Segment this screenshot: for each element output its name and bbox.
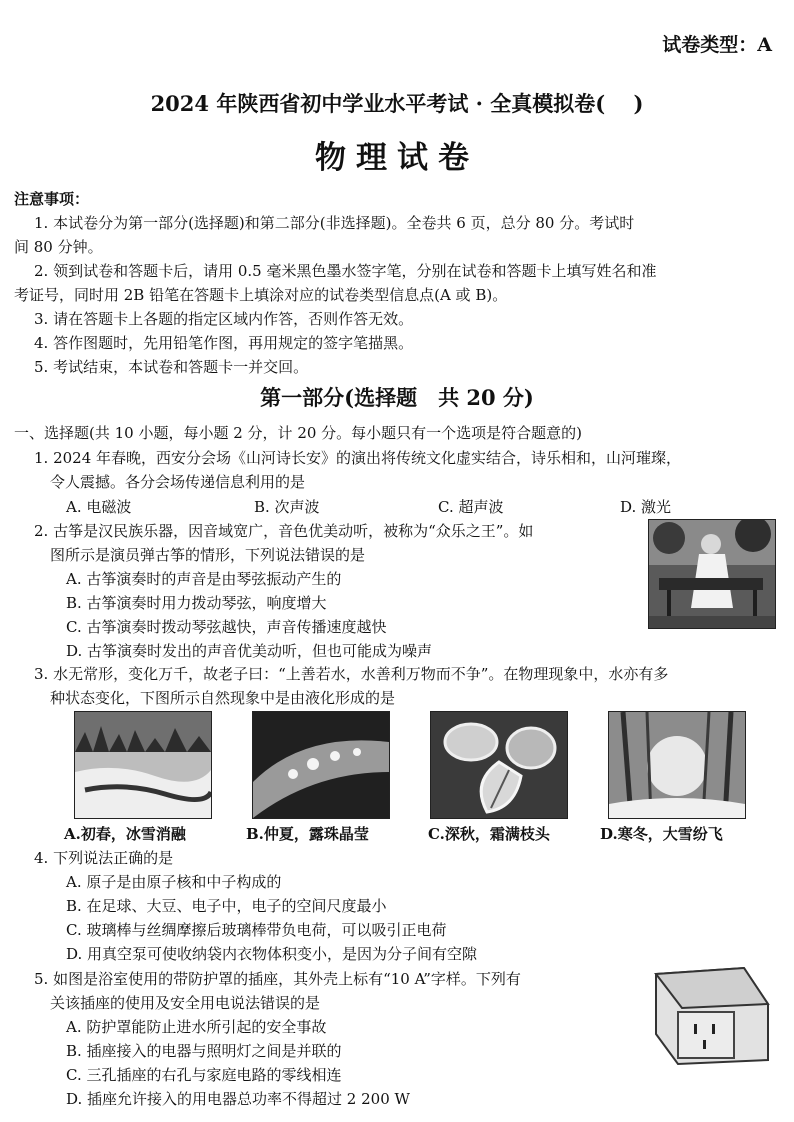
question-1-option-a: A. 电磁波 (66, 498, 132, 516)
question-3-caption-c: C.深秋，霜满枝头 (428, 825, 550, 843)
question-5-option-b: B. 插座接入的电器与照明灯之间是并联的 (66, 1042, 342, 1060)
note-line: 1. 本试卷分为第一部分(选择题)和第二部分(非选择题)。全卷共 6 页，总分 80 分。考试时 (34, 214, 635, 232)
question-1-stem: 1. 2024 年春晚，西安分会场《山河诗长安》的演出将传统文化虚实结合，诗乐相和，山河璀璨， (34, 449, 682, 467)
subject-title: 物理试卷 (315, 140, 479, 176)
question-5-option-c: C. 三孔插座的右孔与家庭电路的零线相连 (66, 1066, 342, 1084)
question-2-option-c: C. 古筝演奏时拨动琴弦越快，声音传播速度越快 (66, 618, 387, 636)
question-2-stem: 2. 古筝是汉民族乐器，因音域宽广，音色优美动听，被称为“众乐之王”。如 (34, 522, 534, 540)
question-3-stem: 种状态变化，下图所示自然现象中是由液化形成的是 (50, 689, 396, 707)
snowfall-forest-photo (608, 711, 746, 819)
part-title: 第一部分(选择题 共 20 分) (260, 385, 534, 410)
question-1-option-c: C. 超声波 (438, 498, 504, 516)
question-5-option-d: D. 插座允许接入的用电器总功率不得超过 2 200 W (66, 1090, 410, 1108)
question-1-option-d: D. 激光 (620, 498, 672, 516)
note-line: 间 80 分钟。 (14, 238, 103, 256)
question-4-option-a: A. 原子是由原子核和中子构成的 (66, 873, 282, 891)
note-line: 考证号，同时用 2B 铅笔在答题卡上填涂对应的试卷类型信息点(A 或 B)。 (14, 286, 508, 304)
notes-heading: 注意事项： (14, 190, 90, 208)
question-3-caption-d: D.寒冬，大雪纷飞 (600, 825, 723, 843)
question-1-option-b: B. 次声波 (254, 498, 320, 516)
question-1-stem: 令人震撼。各分会场传递信息利用的是 (50, 473, 306, 491)
note-line: 4. 答作图题时，先用铅笔作图，再用规定的签字笔描黑。 (34, 334, 414, 352)
paper-type-label: 试卷类型：A (662, 34, 772, 56)
section-title: 一、选择题(共 10 小题，每小题 2 分，计 20 分。每小题只有一个选项是符合题意的) (14, 424, 583, 442)
note-line: 2. 领到试卷和答题卡后，请用 0.5 毫米黑色墨水签字笔，分别在试卷和答题卡上填写姓名和准 (34, 262, 657, 280)
note-line: 5. 考试结束，本试卷和答题卡一并交回。 (34, 358, 309, 376)
question-3-stem: 3. 水无常形，变化万千，故老子曰：“上善若水，水善利万物而不争”。在物理现象中，水亦有多 (34, 665, 669, 683)
note-line: 3. 请在答题卡上各题的指定区域内作答，否则作答无效。 (34, 310, 414, 328)
question-2-option-d: D. 古筝演奏时发出的声音优美动听，但也可能成为噪声 (66, 642, 433, 660)
guzheng-performance-photo (648, 519, 776, 629)
question-2-option-b: B. 古筝演奏时用力拨动琴弦，响度增大 (66, 594, 327, 612)
question-4-stem: 4. 下列说法正确的是 (34, 849, 174, 867)
frosted-leaves-photo (430, 711, 568, 819)
question-2-option-a: A. 古筝演奏时的声音是由琴弦振动产生的 (66, 570, 342, 588)
socket-with-cover-photo (648, 964, 774, 1068)
question-3-caption-a: A.初春，冰雪消融 (64, 825, 186, 843)
question-5-stem: 5. 如图是浴室使用的带防护罩的插座，其外壳上标有“10 A”字样。下列有 (34, 970, 521, 988)
question-5-stem: 关该插座的使用及安全用电说法错误的是 (50, 994, 321, 1012)
question-2-stem: 图所示是演员弹古筝的情形，下列说法错误的是 (50, 546, 366, 564)
question-4-option-c: C. 玻璃棒与丝绸摩擦后玻璃棒带负电荷，可以吸引正电荷 (66, 921, 447, 939)
question-4-option-b: B. 在足球、大豆、电子中，电子的空间尺度最小 (66, 897, 387, 915)
question-5-option-a: A. 防护罩能防止进水所引起的安全事故 (66, 1018, 327, 1036)
question-4-option-d: D. 用真空泵可使收纳袋内衣物体积变小，是因为分子间有空隙 (66, 945, 478, 963)
question-3-caption-b: B.仲夏，露珠晶莹 (246, 825, 369, 843)
dewdrop-leaf-photo (252, 711, 390, 819)
melting-snow-photo (74, 711, 212, 819)
exam-title: 2024 年陕西省初中学业水平考试 · 全真模拟卷( ) (150, 91, 644, 116)
